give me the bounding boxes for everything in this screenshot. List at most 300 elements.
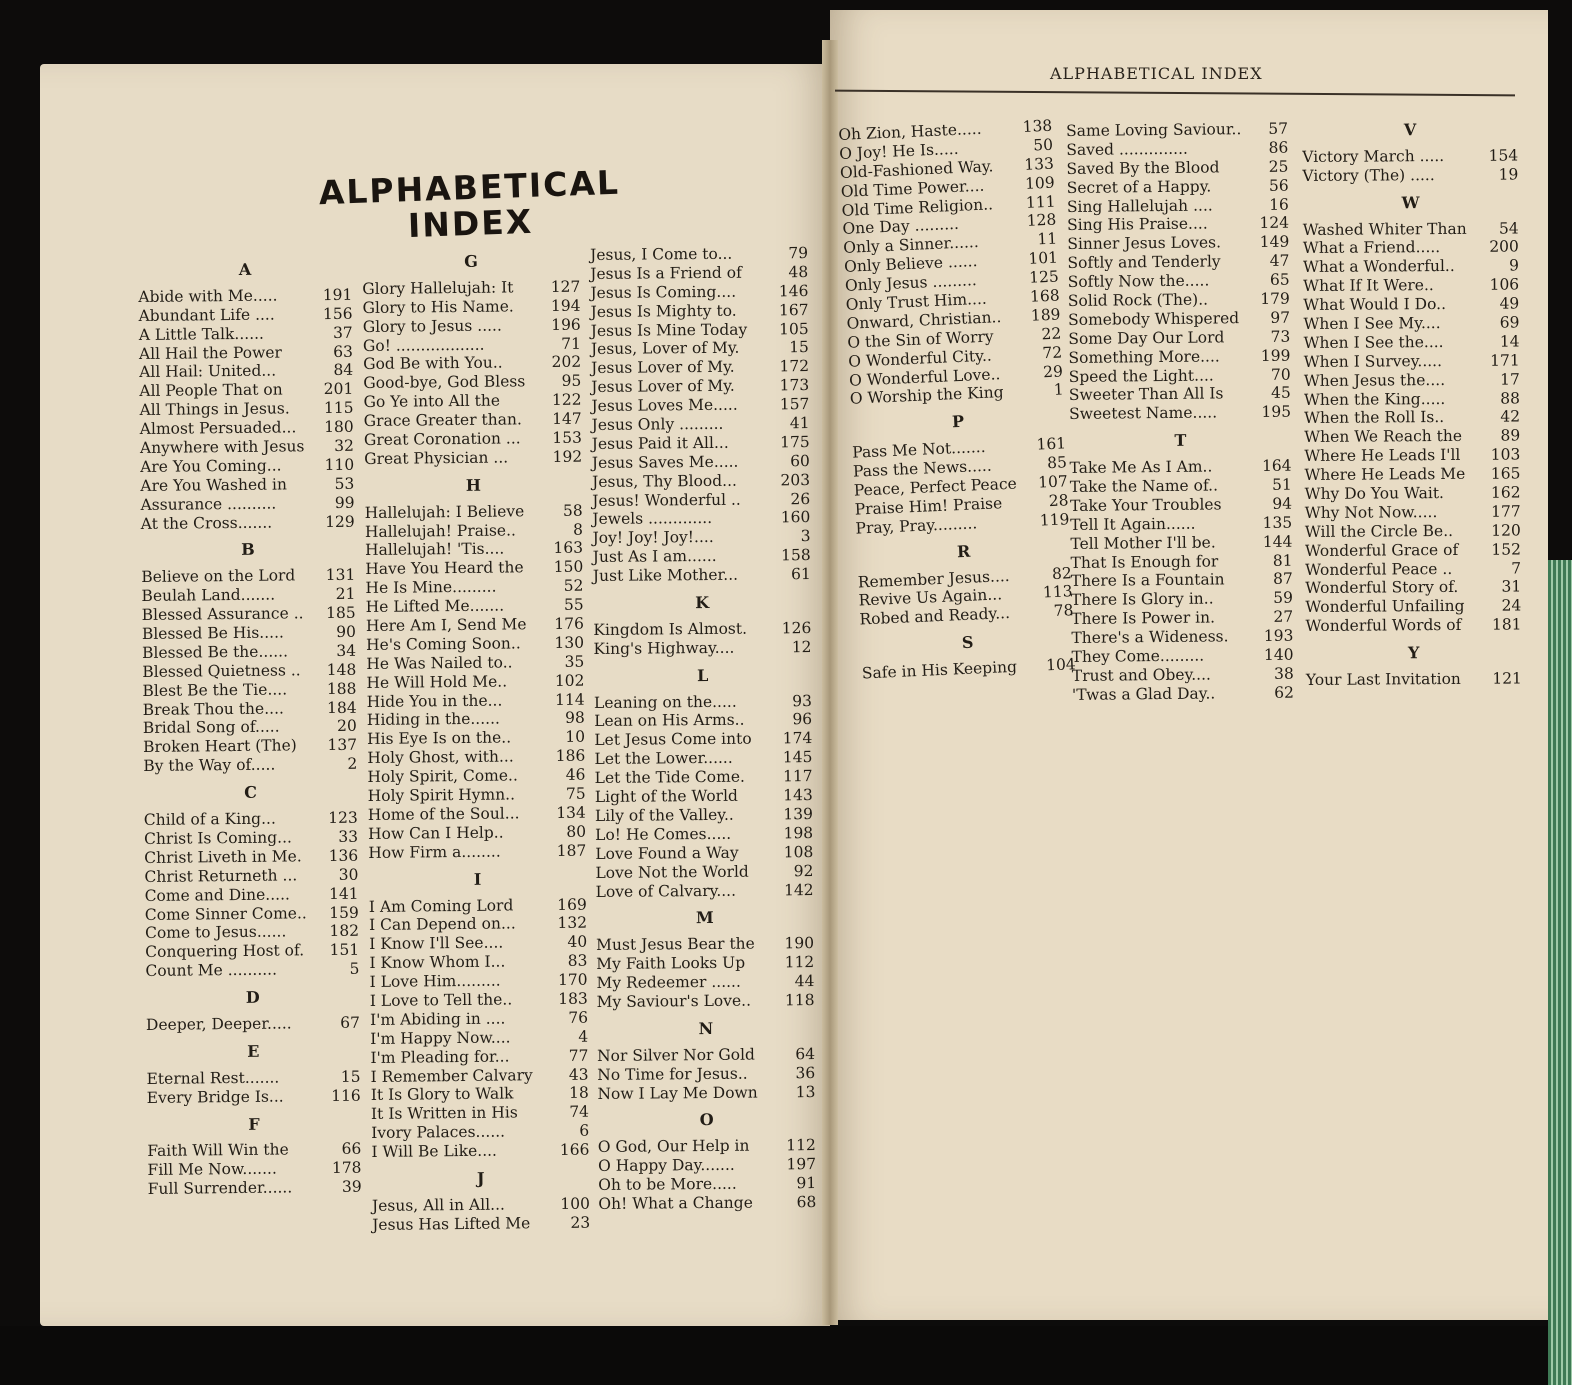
hymn-number: 40 xyxy=(567,932,588,952)
index-entry xyxy=(1303,314,1519,334)
index-entry xyxy=(145,941,359,962)
index-entry xyxy=(368,841,586,862)
section-letter: Y xyxy=(1407,643,1420,663)
hymn-title: When I See My.... xyxy=(1303,314,1441,334)
hymn-number: 136 xyxy=(328,846,359,865)
index-entry xyxy=(144,828,358,849)
index-entry xyxy=(590,282,808,303)
hymn-title: At the Cross....... xyxy=(140,513,273,533)
hymn-title: Hide You in the... xyxy=(366,691,503,711)
section-letter: H xyxy=(465,475,482,495)
hymn-number: 37 xyxy=(332,323,353,342)
hymn-title: Tell Mother I'll be. xyxy=(1070,533,1216,553)
hymn-title: Somebody Whispered xyxy=(1067,309,1240,329)
hymn-title: Solid Rock (The).. xyxy=(1067,290,1209,311)
index-entry xyxy=(594,729,812,750)
hymn-title: Grace Greater than. xyxy=(363,410,522,431)
index-entry xyxy=(596,972,814,993)
index-entry xyxy=(144,865,358,886)
hymn-title: I'm Pleading for... xyxy=(370,1047,510,1067)
index-entry xyxy=(592,527,810,548)
hymn-title: Just As I am...... xyxy=(592,547,717,567)
hymn-number: 124 xyxy=(1259,214,1290,233)
hymn-number: 36 xyxy=(795,1063,816,1082)
index-entry xyxy=(371,1084,589,1105)
hymn-number: 90 xyxy=(336,622,356,641)
hymn-number: 157 xyxy=(779,395,810,414)
index-entry xyxy=(590,244,808,265)
section-letter: S xyxy=(961,632,974,653)
hymn-title: Will the Circle Be.. xyxy=(1304,521,1454,541)
index-entry xyxy=(370,971,588,992)
hymn-number: 94 xyxy=(1272,494,1293,513)
index-entry xyxy=(1068,290,1290,311)
hymn-number: 185 xyxy=(325,603,356,623)
hymn-number: 79 xyxy=(788,244,809,263)
hymn-number: 74 xyxy=(569,1102,590,1122)
hymn-title: What If It Were.. xyxy=(1303,276,1434,296)
index-entry xyxy=(368,823,586,844)
hymn-title: Jesus Paid it All... xyxy=(591,433,729,453)
hymn-number: 19 xyxy=(1498,165,1519,184)
hymn-title: Softly and Tenderly xyxy=(1067,252,1221,273)
hymn-number: 171 xyxy=(1490,351,1520,370)
hymn-number: 114 xyxy=(554,690,585,709)
index-entry xyxy=(142,642,356,663)
hymn-number: 25 xyxy=(1268,157,1289,176)
hymn-title: Speed the Light.... xyxy=(1068,366,1214,386)
hymn-title: Blessed Be the...... xyxy=(141,642,289,662)
index-entry xyxy=(141,512,355,533)
index-entry xyxy=(142,604,356,625)
index-entry xyxy=(139,323,353,344)
section-letter: G xyxy=(464,251,479,271)
index-entry xyxy=(591,339,809,360)
hymn-title: Bridal Song of..... xyxy=(142,718,280,738)
hymn-title: Blessed Be His..... xyxy=(141,623,284,644)
hymn-title: I Know Whom I... xyxy=(369,952,506,973)
hymn-title: I'm Happy Now.... xyxy=(370,1028,511,1048)
running-head: ALPHABETICAL INDEX xyxy=(1050,64,1263,83)
hymn-number: 144 xyxy=(1262,532,1293,551)
hymn-title: I Love to Tell the.. xyxy=(369,990,513,1010)
index-entry xyxy=(1306,670,1522,690)
hymn-title: A Little Talk...... xyxy=(138,324,265,344)
hymn-number: 24 xyxy=(1501,596,1522,615)
hymn-number: 56 xyxy=(1268,176,1289,195)
hymn-title: By the Way of..... xyxy=(143,755,276,776)
hymn-number: 174 xyxy=(782,729,813,748)
hymn-title: When the King..... xyxy=(1303,389,1446,409)
index-entry xyxy=(369,914,587,935)
hymn-number: 189 xyxy=(1030,305,1061,325)
hymn-number: 121 xyxy=(1492,669,1522,688)
hymn-title: Safe in His Keeping xyxy=(861,657,1018,683)
hymn-number: 34 xyxy=(336,641,357,660)
hymn-title: All Things in Jesus. xyxy=(139,399,290,420)
hymn-number: 109 xyxy=(1024,173,1056,193)
hymn-number: 120 xyxy=(1491,521,1521,540)
hymn-number: 54 xyxy=(1498,219,1519,238)
index-entry xyxy=(147,1086,361,1107)
hymn-number: 69 xyxy=(1499,313,1520,332)
hymn-title: How Can I Help.. xyxy=(367,823,504,843)
index-entry xyxy=(1305,597,1521,617)
hymn-number: 15 xyxy=(340,1067,361,1086)
index-entry xyxy=(592,471,810,492)
hymn-number: 105 xyxy=(779,319,809,338)
index-entry xyxy=(1303,238,1519,258)
section-letter: I xyxy=(473,869,482,889)
hymn-number: 11 xyxy=(1037,229,1058,249)
hymn-number: 141 xyxy=(328,884,359,903)
hymn-number: 46 xyxy=(565,765,586,785)
hymn-number: 64 xyxy=(795,1044,816,1063)
title-line-2: INDEX xyxy=(407,201,534,246)
hymn-title: Softly Now the..... xyxy=(1067,271,1210,292)
hymn-title: Are You Coming... xyxy=(140,456,282,476)
hymn-number: 20 xyxy=(337,717,357,736)
index-entry xyxy=(1066,157,1288,178)
hymn-title: Take Your Troubles xyxy=(1069,495,1222,515)
index-entry xyxy=(1304,465,1520,485)
hymn-title: Let the Tide Come. xyxy=(594,767,745,788)
hymn-number: 39 xyxy=(341,1177,362,1197)
section-letter: F xyxy=(248,1114,260,1134)
hymn-number: 83 xyxy=(567,951,588,971)
hymn-number: 72 xyxy=(1041,343,1063,362)
hymn-number: 33 xyxy=(338,827,359,846)
index-entry xyxy=(1071,608,1293,629)
hymn-number: 135 xyxy=(1262,513,1293,532)
hymn-number: 42 xyxy=(1500,407,1521,427)
hymn-number: 76 xyxy=(568,1008,589,1027)
hymn-number: 91 xyxy=(796,1174,817,1193)
hymn-number: 71 xyxy=(561,334,582,353)
index-entry xyxy=(138,305,352,326)
index-entry xyxy=(363,334,581,355)
hymn-title: Faith Will Win the xyxy=(147,1140,289,1161)
hymn-title: Conquering Host of. xyxy=(145,941,305,962)
hymn-number: 48 xyxy=(788,262,809,282)
hymn-number: 180 xyxy=(324,417,354,437)
hymn-title: Jesus Is Coming.... xyxy=(590,282,737,302)
hymn-title: There Is a Fountain xyxy=(1070,570,1225,591)
hymn-number: 168 xyxy=(1029,286,1060,306)
index-entry xyxy=(592,490,810,511)
index-entry xyxy=(1067,176,1289,197)
hymn-number: 190 xyxy=(784,934,815,953)
hymn-number: 193 xyxy=(1263,626,1294,646)
hymn-title: Are You Washed in xyxy=(140,475,287,495)
hymn-title: Washed Whiter Than xyxy=(1302,219,1467,239)
hymn-number: 159 xyxy=(329,903,359,922)
index-entry xyxy=(1069,365,1291,386)
hymn-number: 1 xyxy=(1053,380,1065,400)
hymn-number: 29 xyxy=(1042,362,1064,381)
hymn-number: 200 xyxy=(1489,237,1519,257)
title-line-1: ALPHABETICAL xyxy=(318,162,621,213)
index-entry xyxy=(372,1195,590,1216)
hymn-title: O Joy! He Is..... xyxy=(838,139,959,163)
hymn-number: 78 xyxy=(1053,601,1074,621)
index-column-3 xyxy=(590,244,816,1214)
index-column-4 xyxy=(838,117,1076,684)
hymn-number: 169 xyxy=(557,895,587,914)
hymn-number: 70 xyxy=(1270,365,1291,384)
hymn-number: 187 xyxy=(556,841,587,860)
index-entry xyxy=(365,501,583,522)
hymn-title: Count Me .......... xyxy=(145,960,278,981)
index-entry xyxy=(1305,559,1521,579)
index-entry xyxy=(597,1083,815,1104)
hymn-number: 95 xyxy=(561,372,582,391)
hymn-number: 13 xyxy=(795,1082,816,1101)
hymn-number: 156 xyxy=(322,304,353,323)
hymn-title: I Remember Calvary xyxy=(370,1065,533,1086)
hymn-number: 60 xyxy=(790,451,810,471)
hymn-number: 27 xyxy=(1273,607,1294,627)
hymn-title: Only Trust Him.... xyxy=(845,289,988,314)
hymn-title: Where He Leads I'll xyxy=(1304,446,1461,466)
hymn-title: Oh Zion, Haste..... xyxy=(838,119,982,144)
index-entry xyxy=(596,881,814,902)
index-entry xyxy=(594,711,812,732)
hymn-number: 55 xyxy=(563,595,584,615)
hymn-title: Jesus Loves Me..... xyxy=(591,395,738,416)
hymn-number: 182 xyxy=(329,922,360,941)
hymn-number: 93 xyxy=(792,691,813,710)
index-entry xyxy=(1072,665,1294,686)
hymn-number: 186 xyxy=(555,746,586,766)
hymn-title: I Am Coming Lord xyxy=(368,895,514,916)
hymn-title: Oh to be More..... xyxy=(598,1174,737,1195)
hymn-number: 53 xyxy=(334,474,355,493)
hymn-title: All Hail the Power xyxy=(138,343,282,363)
index-entry xyxy=(1071,589,1293,610)
hymn-title: Wonderful Words of xyxy=(1305,616,1462,636)
index-entry xyxy=(1302,146,1518,166)
hymn-number: 188 xyxy=(326,679,357,698)
index-entry xyxy=(1302,165,1518,185)
hymn-number: 10 xyxy=(565,728,586,747)
index-entry xyxy=(143,755,357,776)
hymn-number: 28 xyxy=(1048,491,1069,511)
index-entry xyxy=(1070,457,1292,478)
hymn-title: Blessed Quietness .. xyxy=(142,661,301,681)
hymn-number: 119 xyxy=(1039,510,1070,530)
hymn-title: My Faith Looks Up xyxy=(596,953,746,974)
hymn-title: Holy Spirit, Come.. xyxy=(367,766,518,787)
background-shadow xyxy=(0,1326,1548,1385)
hymn-number: 67 xyxy=(340,1013,361,1032)
hymn-title: Jesus Is a Friend of xyxy=(590,263,742,283)
hymn-number: 179 xyxy=(1260,289,1290,308)
index-entry xyxy=(143,736,357,757)
hymn-number: 163 xyxy=(553,539,584,558)
index-entry xyxy=(365,520,583,541)
hymn-title: Sweetest Name..... xyxy=(1068,403,1218,424)
index-entry xyxy=(1305,502,1521,522)
hymn-title: He Is Mine......... xyxy=(365,577,497,598)
index-column-6 xyxy=(1302,120,1522,689)
hymn-title: Eternal Rest....... xyxy=(146,1068,280,1088)
hymn-number: 177 xyxy=(1491,502,1521,521)
hymn-title: Remember Jesus.... xyxy=(857,566,1011,592)
hymn-number: 26 xyxy=(790,489,811,508)
hymn-title: Christ Liveth in Me. xyxy=(144,847,302,867)
hymn-number: 38 xyxy=(1273,664,1294,683)
hymn-title: Break Thou the.... xyxy=(142,699,284,719)
hymn-title: I Love Him......... xyxy=(369,971,501,992)
hymn-number: 153 xyxy=(552,428,583,448)
index-entry xyxy=(366,653,584,674)
index-entry xyxy=(1067,233,1289,254)
index-entry xyxy=(591,414,809,435)
index-entry xyxy=(369,933,587,954)
hymn-title: O Wonderful City.. xyxy=(847,346,993,371)
index-entry xyxy=(140,493,354,514)
hymn-number: 202 xyxy=(551,353,582,372)
index-entry xyxy=(145,922,359,943)
hymn-title: I Know I'll See.... xyxy=(369,933,504,954)
index-entry xyxy=(367,690,585,711)
hymn-title: His Eye Is on the.. xyxy=(366,728,512,749)
hymn-number: 14 xyxy=(1499,332,1520,351)
index-entry xyxy=(593,638,811,659)
hymn-title: Glory Hallelujah: It xyxy=(362,278,514,298)
hymn-title: Holy Spirit Hymn.. xyxy=(367,785,516,806)
hymn-number: 80 xyxy=(566,822,587,841)
hymn-title: God Be with You.. xyxy=(363,353,503,374)
hymn-title: Let the Lower...... xyxy=(594,749,733,769)
hymn-title: Love Found a Way xyxy=(595,843,739,863)
index-column-5 xyxy=(1066,120,1294,705)
section-letter: P xyxy=(951,412,965,432)
index-entry xyxy=(367,709,585,730)
hymn-number: 130 xyxy=(554,633,585,652)
hymn-number: 99 xyxy=(334,493,355,512)
hymn-title: Why Not Now..... xyxy=(1304,502,1438,522)
hymn-number: 41 xyxy=(789,414,810,433)
index-entry xyxy=(139,399,353,420)
hymn-title: Glory to His Name. xyxy=(362,297,514,317)
hymn-number: 128 xyxy=(1026,211,1057,231)
hymn-number: 150 xyxy=(553,558,584,577)
index-entry xyxy=(1303,257,1519,277)
hymn-number: 122 xyxy=(551,390,582,410)
hymn-number: 127 xyxy=(550,277,581,296)
hymn-number: 85 xyxy=(1046,453,1068,473)
index-entry xyxy=(594,748,812,769)
hymn-number: 134 xyxy=(556,803,586,822)
index-entry xyxy=(141,585,355,606)
hymn-number: 145 xyxy=(782,748,813,767)
section-letter: J xyxy=(476,1168,485,1188)
index-entry xyxy=(1304,351,1520,371)
hymn-title: I Will Be Like.... xyxy=(371,1141,498,1162)
index-entry xyxy=(597,991,815,1012)
hymn-number: 181 xyxy=(1491,615,1522,634)
hymn-number: 113 xyxy=(1042,582,1073,602)
index-entry xyxy=(1070,495,1292,516)
section-letter: L xyxy=(697,665,709,685)
hymn-title: Pray, Pray......... xyxy=(855,514,978,538)
hymn-title: Old-Fashioned Way. xyxy=(839,157,994,182)
index-entry xyxy=(363,372,581,393)
hymn-title: Some Day Our Lord xyxy=(1068,328,1225,348)
hymn-number: 9 xyxy=(1509,256,1520,275)
index-entry xyxy=(1070,476,1292,497)
hymn-number: 44 xyxy=(794,972,815,991)
index-entry xyxy=(1067,252,1289,273)
hymn-title: Have You Heard the xyxy=(365,558,524,579)
hymn-title: Assurance .......... xyxy=(140,494,277,514)
index-entry xyxy=(366,615,584,636)
hymn-title: Only a Sinner...... xyxy=(842,233,980,258)
index-entry xyxy=(367,766,585,787)
hymn-number: 96 xyxy=(792,710,813,729)
hymn-number: 108 xyxy=(783,842,814,862)
hymn-number: 115 xyxy=(323,398,354,418)
hymn-title: Jesus Lover of My. xyxy=(590,358,735,378)
hymn-number: 195 xyxy=(1261,403,1292,422)
hymn-title: Holy Ghost, with... xyxy=(367,747,514,768)
hymn-number: 102 xyxy=(554,671,585,690)
hymn-title: Jesus! Wonderful .. xyxy=(592,490,741,510)
index-entry xyxy=(592,433,810,454)
hymn-title: Onward, Christian.. xyxy=(846,307,1002,333)
hymn-number: 43 xyxy=(568,1065,589,1084)
hymn-number: 112 xyxy=(786,1136,816,1155)
hymn-title: Joy! Joy! Joy!.... xyxy=(592,528,714,548)
index-entry xyxy=(371,1122,589,1143)
index-entry xyxy=(365,558,583,579)
hymn-title: Jesus Saves Me..... xyxy=(591,452,739,472)
hymn-number: 140 xyxy=(1263,645,1294,665)
index-entry xyxy=(368,804,586,825)
hymn-title: Old Time Power.... xyxy=(840,176,985,201)
hymn-number: 66 xyxy=(341,1140,362,1159)
index-entry xyxy=(144,809,358,830)
hymn-number: 103 xyxy=(1490,445,1521,464)
hymn-number: 87 xyxy=(1272,570,1293,589)
index-entry xyxy=(140,475,354,496)
index-entry xyxy=(140,437,354,458)
hymn-title: Come and Dine..... xyxy=(144,885,290,905)
hymn-title: There's a Wideness. xyxy=(1071,627,1229,648)
index-entry xyxy=(1072,683,1294,704)
hymn-number: 172 xyxy=(779,357,810,376)
hymn-number: 16 xyxy=(1269,195,1289,214)
index-entry xyxy=(1069,403,1291,424)
index-entry xyxy=(598,1136,816,1157)
hymn-title: When I See the.... xyxy=(1303,332,1444,352)
hymn-number: 170 xyxy=(557,970,588,990)
hymn-number: 178 xyxy=(331,1159,362,1178)
index-entry xyxy=(1069,384,1291,405)
hymn-title: Child of a King... xyxy=(143,809,276,830)
hymn-title: Only Believe ...... xyxy=(843,252,978,277)
hymn-title: Lean on His Arms.. xyxy=(594,711,745,731)
hymn-title: Just Like Mother... xyxy=(592,565,739,586)
index-entry xyxy=(365,539,583,560)
index-entry xyxy=(591,376,809,397)
index-entry xyxy=(1305,484,1521,504)
index-entry xyxy=(1068,271,1290,292)
hymn-title: He Was Nailed to.. xyxy=(366,653,513,673)
hymn-title: King's Highway.... xyxy=(593,638,735,658)
